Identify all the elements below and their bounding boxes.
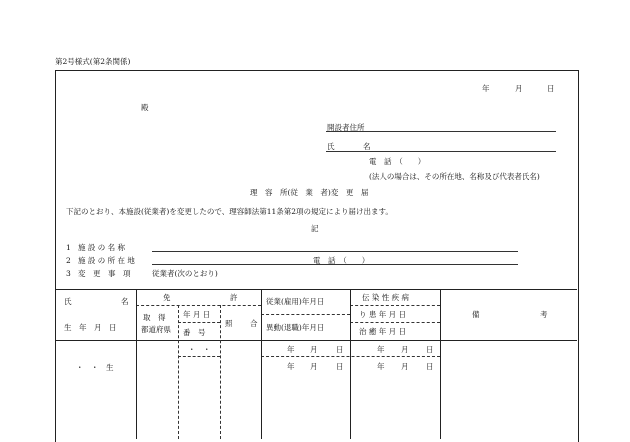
th-disease: 伝 染 性 疾 病: [362, 293, 410, 302]
row-sub-line-a: [178, 356, 220, 357]
date-month: 月: [515, 84, 523, 93]
th-license-1: 免: [163, 293, 171, 302]
date-day: 日: [547, 84, 555, 93]
row-emp-year: 年: [287, 345, 295, 354]
disease-sub-line-2: [350, 322, 440, 323]
col-divider-2: [178, 305, 179, 439]
address-underline: [326, 131, 556, 132]
th-birth: 生 年 月 日: [64, 323, 117, 332]
item-2-underline: [152, 264, 518, 265]
ymd-number-divider: [178, 322, 220, 323]
row-cured-day: 日: [426, 362, 434, 371]
row-cured-month: 月: [401, 362, 409, 371]
th-license-2: 許: [230, 293, 238, 302]
name-label-2: 名: [363, 142, 371, 151]
row-emp-day: 日: [336, 345, 344, 354]
th-shoukai-2: 合: [250, 319, 258, 328]
body-text: 下記のとおり、本施設(従業者)を変更したので、理容師法第11条第2項の規定により届け出ます。: [66, 207, 393, 216]
th-left-job: 異動(退職)年月日: [266, 323, 325, 332]
row-aff-year: 年: [377, 345, 385, 354]
th-cured: 治 癒 年 月 日: [359, 327, 407, 336]
th-remarks-1: 備: [472, 310, 480, 319]
ki-label: 記: [311, 224, 319, 233]
table-top-line: [55, 289, 577, 290]
item-1-label: 施 設 の 名 称: [78, 243, 126, 252]
col-divider-1: [136, 289, 137, 439]
th-employed: 従業(雇用)年月日: [266, 297, 325, 306]
th-name-1: 氏: [64, 297, 72, 306]
col-divider-6: [440, 289, 441, 439]
th-affected: り 患 年 月 日: [359, 310, 407, 319]
address-label: 開設者住所: [327, 123, 365, 132]
item-2-label: 施 設 の 所 在 地: [78, 256, 135, 265]
date-year: 年: [482, 84, 490, 93]
item-3-num: 3: [66, 269, 71, 278]
row-license-dots: ・ ・: [188, 345, 211, 354]
employ-divider: [261, 314, 350, 315]
row-left-day: 日: [336, 362, 344, 371]
th-shoukai-1: 照: [225, 319, 233, 328]
form-title: 理 容 所(従 業 者)変 更 届: [250, 188, 369, 197]
col-divider-4: [261, 289, 262, 439]
th-ymd: 年 月 日: [183, 310, 211, 319]
th-issuing-1: 取 得: [143, 313, 166, 322]
disease-sub-line-1: [350, 305, 440, 306]
row-birth: ・ ・ 生: [76, 363, 114, 372]
th-number: 番 号: [183, 328, 206, 337]
th-issuing-2: 都道府県: [141, 325, 171, 334]
item-2-num: 2: [66, 256, 71, 265]
th-name-2: 名: [121, 297, 129, 306]
corporate-note: (法人の場合は、その所在地、名称及び代表者氏名): [369, 172, 540, 181]
item-2-phone: 電 話 （ ）: [313, 256, 370, 265]
item-3-value: 従業者(次のとおり): [152, 269, 218, 278]
table-header-bottom-line: [55, 340, 577, 341]
row-aff-month: 月: [401, 345, 409, 354]
license-sub-line: [136, 305, 261, 306]
col-divider-5: [350, 289, 351, 439]
row-cured-year: 年: [377, 362, 385, 371]
name-label-1: 氏: [327, 142, 335, 151]
addressee-suffix: 殿: [141, 103, 149, 112]
th-remarks-2: 考: [540, 310, 548, 319]
row-emp-month: 月: [310, 345, 318, 354]
form-label: 第2号様式(第2条関係): [55, 57, 131, 66]
row-aff-day: 日: [426, 345, 434, 354]
item-3-label: 変 更 事 項: [78, 269, 131, 278]
col-divider-3: [220, 305, 221, 439]
row-left-month: 月: [310, 362, 318, 371]
item-1-underline: [152, 251, 518, 252]
name-underline: [326, 151, 556, 152]
row-left-year: 年: [287, 362, 295, 371]
item-1-num: 1: [66, 243, 71, 252]
phone-label: 電 話 （ ）: [369, 157, 426, 166]
